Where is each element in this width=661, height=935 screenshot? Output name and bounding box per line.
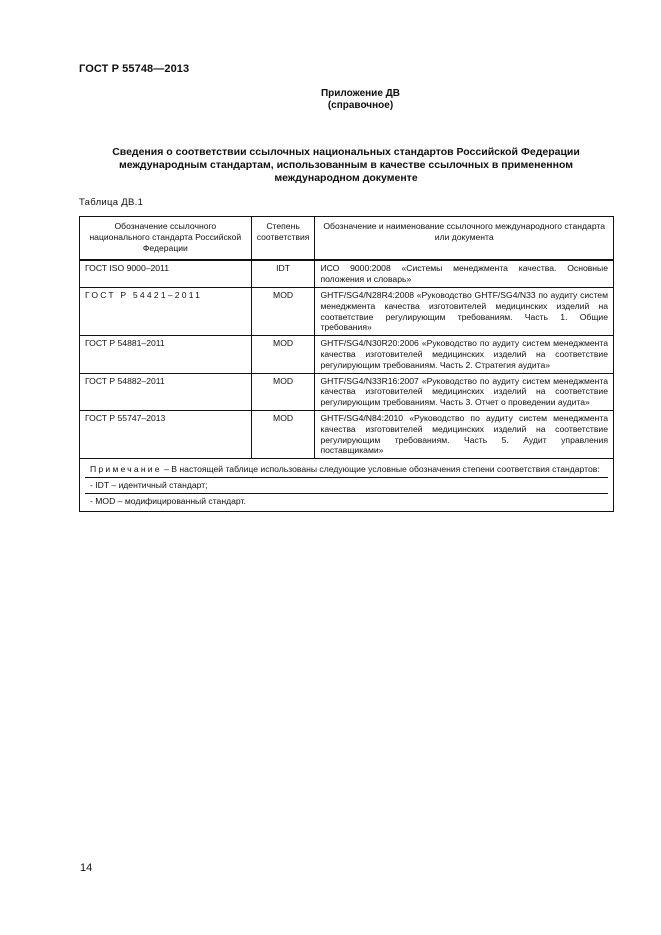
table-row <box>80 287 614 335</box>
note-item-idt: - IDT – идентичный стандарт; <box>85 477 608 493</box>
column-header-standard: Обозначение ссылочного национального стандарта Российской Федерации <box>80 217 252 261</box>
degree-cell: MOD <box>251 410 315 458</box>
section-title-line-1: Сведения о соответствии ссылочных национальных стандартов Российской Федерации <box>112 146 580 158</box>
standard-cell: ГОСТ Р 54881–2011 <box>80 336 252 373</box>
section-title-line-3: международном документе <box>274 172 418 184</box>
standard-cell: ГОСТ Р 55747–2013 <box>80 410 252 458</box>
section-title <box>78 146 614 185</box>
table-row <box>80 336 614 373</box>
column-header-reference: Обозначение и наименование ссылочного международного стандарта или документа <box>315 217 614 261</box>
table-row <box>80 260 614 287</box>
table-header-row <box>80 217 614 261</box>
table-caption: Таблица ДВ.1 <box>79 197 144 208</box>
document-code: ГОСТ Р 55748—2013 <box>79 63 190 75</box>
reference-cell: GHTF/SG4/N28R4:2008 «Руководство GHTF/SG4/N33 по аудиту систем менеджмента качества изготовителей медицинских изделий на соответствие регулирующим требованиям. Часть 1. Общие требования» <box>315 287 614 335</box>
note-intro <box>85 461 608 477</box>
section-title-line-2: международным стандартам, использованным в качестве ссылочных в примененном <box>118 159 574 171</box>
degree-cell: MOD <box>251 373 315 410</box>
standard-cell: ГОСТ Р 54882–2011 <box>80 373 252 410</box>
annex-type: (справочное) <box>327 100 394 111</box>
reference-standards-table <box>79 216 614 512</box>
table-note <box>80 459 614 511</box>
table-note-row <box>80 459 614 511</box>
note-text: – В настоящей таблице использованы следующие условные обозначения степени соответствия стандартов: <box>161 464 600 475</box>
standard-cell: ГОСТ Р 54421–2011 <box>80 287 252 335</box>
degree-cell: MOD <box>251 287 315 335</box>
reference-cell: GHTF/SG4/N84:2010 «Руководство по аудиту систем менеджмента качества изготовителей медицинских изделий на соответствие регулирующим требованиям. Часть 5. Аудит управления поставщиками» <box>315 410 614 458</box>
degree-cell: MOD <box>251 336 315 373</box>
reference-cell: GHTF/SG4/N30R20:2006 «Руководство по аудиту систем менеджмента качества изготовителей медицинских изделий на соответствие регулирующим требованиям. Часть 2. Стратегия аудита» <box>315 336 614 373</box>
degree-cell: IDT <box>251 260 315 287</box>
standard-cell: ГОСТ ISO 9000–2011 <box>80 260 252 287</box>
reference-cell: GHTF/SG4/N33R16:2007 «Руководство по аудиту систем менеджмента качества изготовителей медицинских изделий на соответствие регулирующим требованиям. Часть 3. Отчет о проведении аудита» <box>315 373 614 410</box>
table-row <box>80 410 614 458</box>
note-label: Примечание <box>90 464 162 475</box>
reference-cell: ИСО 9000:2008 «Системы менеджмента качества. Основные положения и словарь» <box>315 260 614 287</box>
page-number: 14 <box>80 862 93 874</box>
annex-heading <box>0 88 661 112</box>
table-row <box>80 373 614 410</box>
note-item-mod: - MOD – модифицированный стандарт. <box>85 493 608 509</box>
annex-title: Приложение ДВ <box>320 88 401 99</box>
column-header-degree: Степень соответствия <box>251 217 315 261</box>
